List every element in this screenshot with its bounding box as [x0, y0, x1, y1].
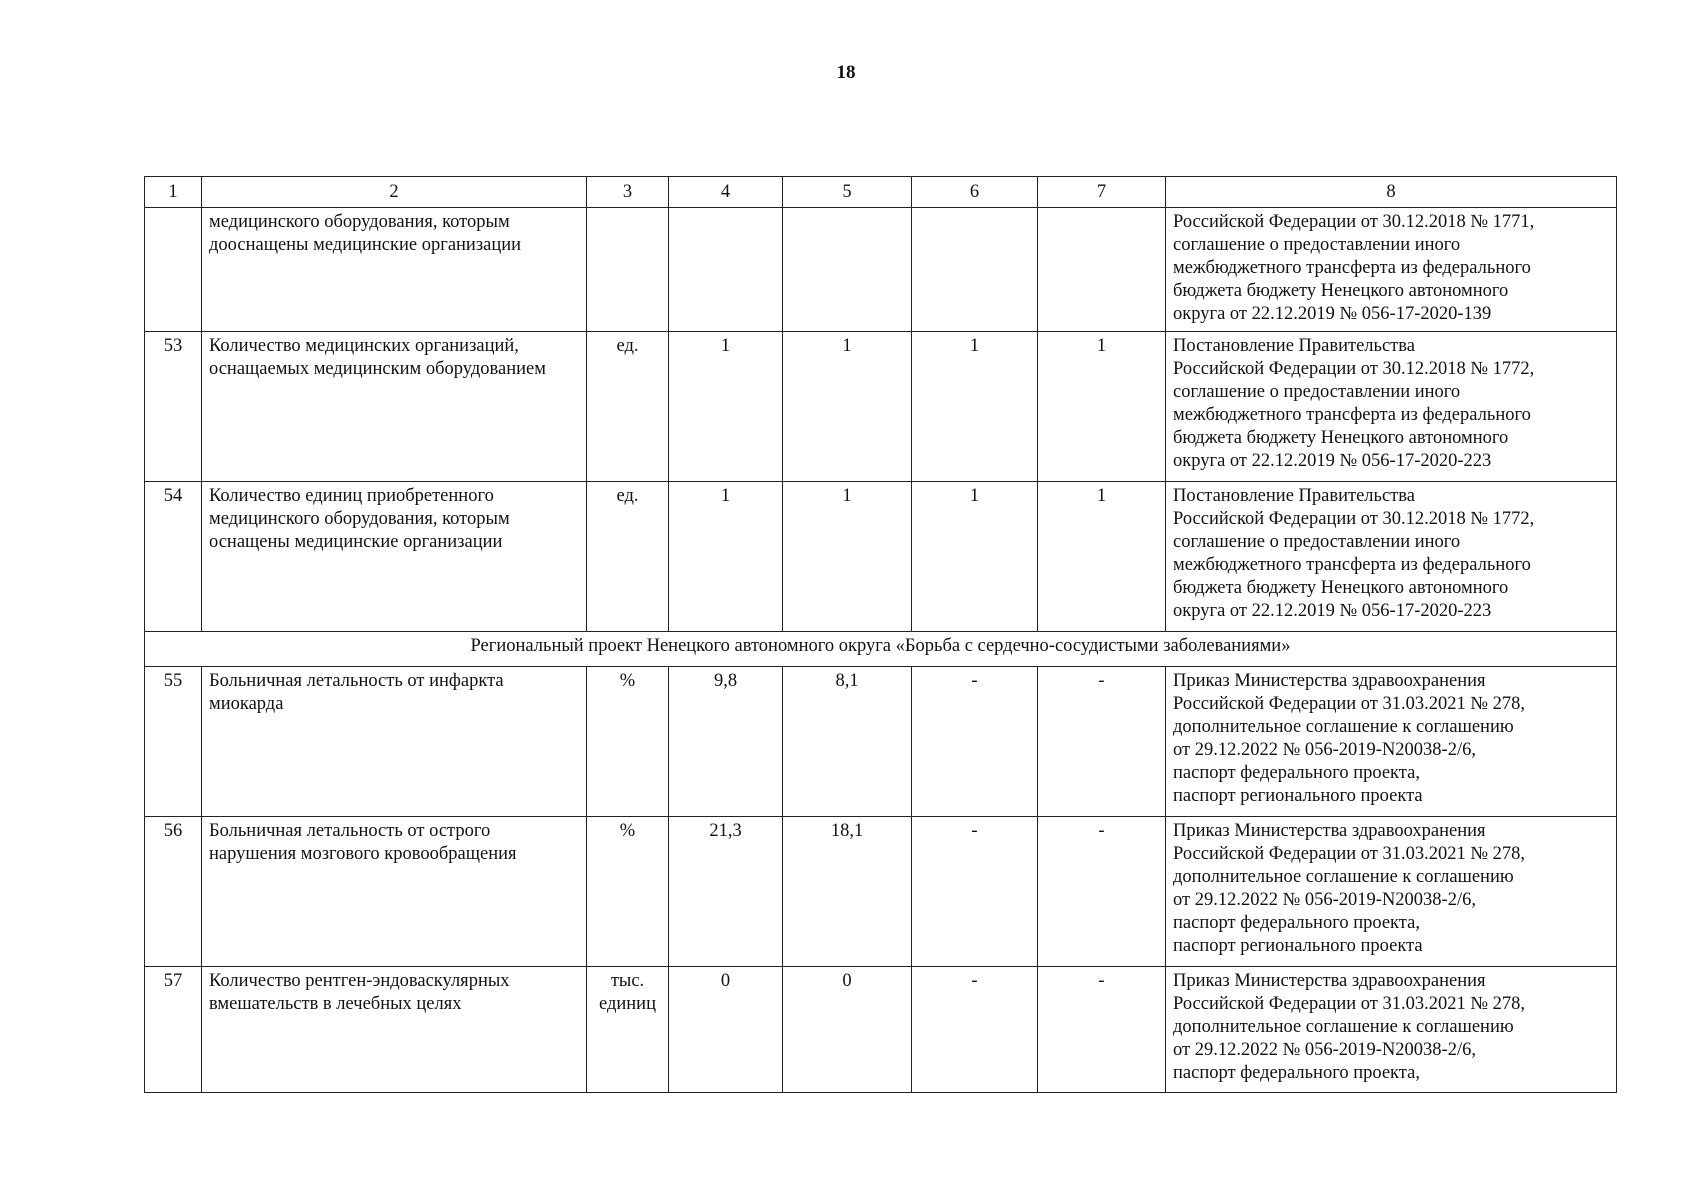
column-header: 6 — [912, 177, 1038, 208]
indicator-name: Количество рентген-эндоваскулярных вмешательств в лечебных целях — [202, 967, 587, 1093]
indicator-name: Больничная летальность от инфаркта миокарда — [202, 667, 587, 817]
section-row — [145, 632, 1617, 667]
row-number: 55 — [145, 667, 202, 817]
value-col5: 0 — [783, 967, 912, 1093]
table-row — [145, 482, 1617, 632]
value-col6: - — [912, 967, 1038, 1093]
legal-basis: Постановление Правительства Российской Федерации от 30.12.2018 № 1772, соглашение о предоставлении иного межбюджетного трансферта из федерального бюджета бюджету Ненецкого автономного округа от 22.12.2019 № 056-17-2020-223 — [1166, 482, 1617, 632]
value-col7: - — [1038, 817, 1166, 967]
unit — [587, 208, 669, 332]
unit: ед. — [587, 482, 669, 632]
table-row — [145, 667, 1617, 817]
table-row — [145, 967, 1617, 1093]
value-col7: - — [1038, 667, 1166, 817]
value-col5: 18,1 — [783, 817, 912, 967]
row-number: 54 — [145, 482, 202, 632]
row-number: 53 — [145, 332, 202, 482]
value-col6 — [912, 208, 1038, 332]
value-col7: 1 — [1038, 482, 1166, 632]
column-number-row — [145, 177, 1617, 208]
table-row — [145, 208, 1617, 332]
value-col7: - — [1038, 967, 1166, 1093]
page-number: 18 — [836, 62, 856, 83]
legal-basis: Постановление Правительства Российской Федерации от 30.12.2018 № 1772, соглашение о предоставлении иного межбюджетного трансферта из федерального бюджета бюджету Ненецкого автономного округа от 22.12.2019 № 056-17-2020-223 — [1166, 332, 1617, 482]
unit: % — [587, 817, 669, 967]
value-col7 — [1038, 208, 1166, 332]
value-col4: 9,8 — [669, 667, 783, 817]
unit: % — [587, 667, 669, 817]
table-row — [145, 817, 1617, 967]
value-col6: - — [912, 667, 1038, 817]
column-header: 2 — [202, 177, 587, 208]
column-header: 1 — [145, 177, 202, 208]
value-col4: 21,3 — [669, 817, 783, 967]
value-col4: 1 — [669, 332, 783, 482]
value-col4 — [669, 208, 783, 332]
column-header: 8 — [1166, 177, 1617, 208]
value-col5 — [783, 208, 912, 332]
indicators-table — [144, 176, 1617, 1093]
value-col4: 0 — [669, 967, 783, 1093]
indicator-name: медицинского оборудования, которым дооснащены медицинские организации — [202, 208, 587, 332]
row-number: 57 — [145, 967, 202, 1093]
section-title: Региональный проект Ненецкого автономного округа «Борьба с сердечно-сосудистыми заболеваниями» — [145, 632, 1617, 667]
unit: тыс. единиц — [587, 967, 669, 1093]
value-col6: 1 — [912, 332, 1038, 482]
legal-basis: Приказ Министерства здравоохранения Российской Федерации от 31.03.2021 № 278, дополнительное соглашение к соглашению от 29.12.2022 № 056-2019-N20038-2/6, паспорт федерального проекта, паспорт регионального проекта — [1166, 817, 1617, 967]
legal-basis: Приказ Министерства здравоохранения Российской Федерации от 31.03.2021 № 278, дополнительное соглашение к соглашению от 29.12.2022 № 056-2019-N20038-2/6, паспорт федерального проекта, — [1166, 967, 1617, 1093]
legal-basis: Российской Федерации от 30.12.2018 № 1771, соглашение о предоставлении иного межбюджетного трансферта из федерального бюджета бюджету Ненецкого автономного округа от 22.12.2019 № 056-17-2020-139 — [1166, 208, 1617, 332]
unit: ед. — [587, 332, 669, 482]
row-number — [145, 208, 202, 332]
column-header: 3 — [587, 177, 669, 208]
column-header: 5 — [783, 177, 912, 208]
column-header: 4 — [669, 177, 783, 208]
legal-basis: Приказ Министерства здравоохранения Российской Федерации от 31.03.2021 № 278, дополнительное соглашение к соглашению от 29.12.2022 № 056-2019-N20038-2/6, паспорт федерального проекта, паспорт регионального проекта — [1166, 667, 1617, 817]
value-col6: - — [912, 817, 1038, 967]
value-col5: 1 — [783, 332, 912, 482]
value-col6: 1 — [912, 482, 1038, 632]
table-row — [145, 332, 1617, 482]
value-col7: 1 — [1038, 332, 1166, 482]
value-col5: 8,1 — [783, 667, 912, 817]
value-col5: 1 — [783, 482, 912, 632]
value-col4: 1 — [669, 482, 783, 632]
indicator-name: Количество медицинских организаций, оснащаемых медицинским оборудованием — [202, 332, 587, 482]
indicator-name: Больничная летальность от острого нарушения мозгового кровообращения — [202, 817, 587, 967]
column-header: 7 — [1038, 177, 1166, 208]
indicator-name: Количество единиц приобретенного медицинского оборудования, которым оснащены медицинские организации — [202, 482, 587, 632]
row-number: 56 — [145, 817, 202, 967]
